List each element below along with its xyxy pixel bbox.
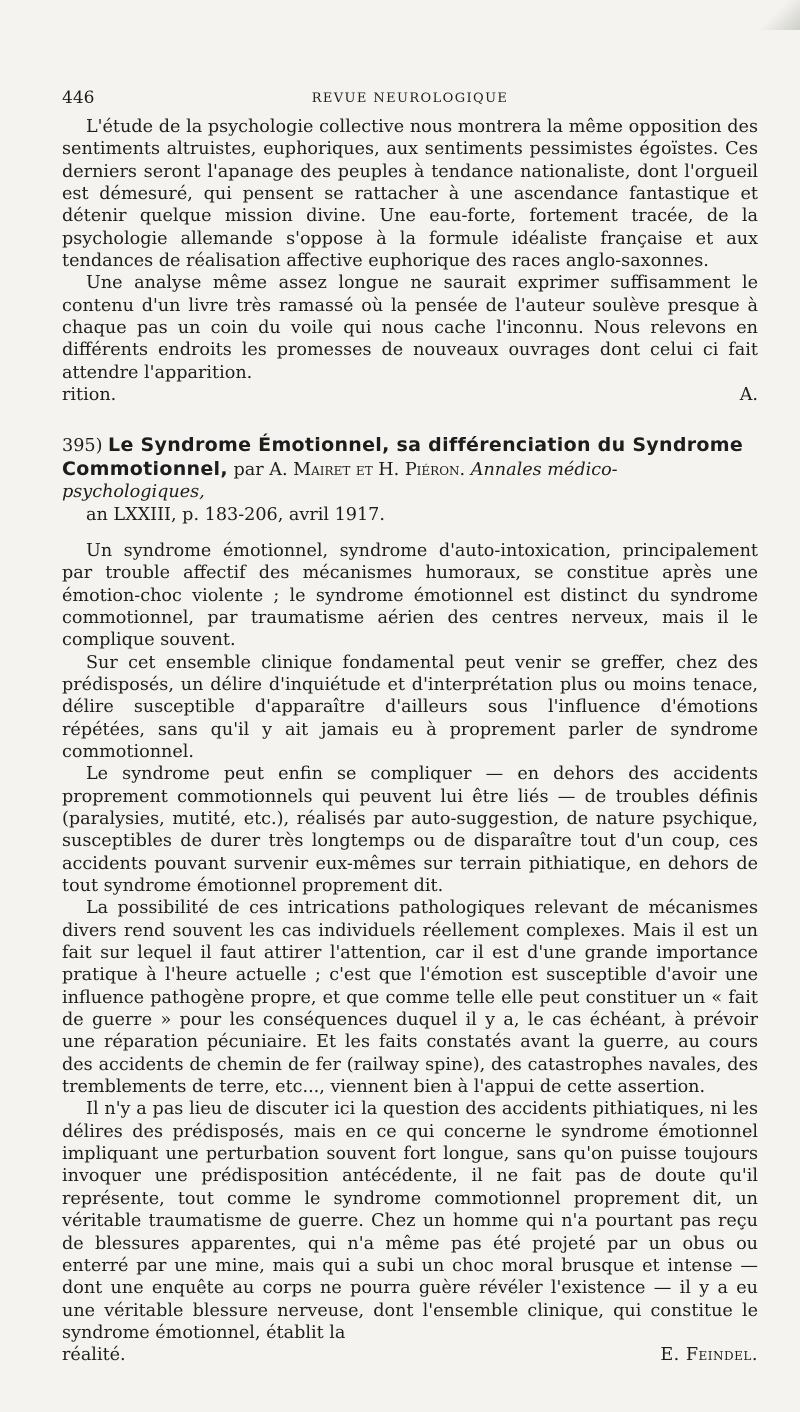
scan-edge-shadow: [760, 0, 800, 30]
intro-signature-line: [62, 384, 758, 406]
document-page: [62, 88, 758, 1367]
review-by: par: [233, 459, 264, 480]
running-title: REVUE NEUROLOGIQUE: [311, 91, 509, 106]
review-signature: E. Feindel.: [660, 1345, 758, 1366]
review-paragraph-3: Le syndrome peut enfin se compliquer — en dehors des accidents proprement commotionnels qui peuvent lui être liés — de troubles définis (paralysies, mutité, etc.), réalisés par auto-suggestion, de nature psychique, susceptibles de durer très longtemps ou de disparaître tout d'un coup, ces accidents pouvant survenir eux-mêmes sur terrain pithiatique, en dehors de tout syndrome émotionnel proprement dit.: [62, 764, 758, 896]
intro-paragraph-2: Une analyse même assez longue ne saurait exprimer suffisamment le contenu d'un livre très ramassé où la pensée de l'auteur soulève presque à chaque pas un coin du voile qui nous cache l'inconnu. Nous relevons en différents endroits les promesses de nouveaux ouvrages dont celui ci fait attendre l'apparition.: [62, 273, 758, 383]
intro-signature: A.: [739, 385, 758, 406]
page-header: [62, 88, 758, 116]
review-authors: A. Mairet et H. Piéron.: [269, 459, 466, 480]
review-last-word: réalité.: [62, 1345, 126, 1366]
intro-last-word: rition.: [62, 385, 117, 406]
intro-paragraph-1: L'étude de la psychologie collective nous montrera la même opposition des sentiments altruistes, euphoriques, aux sentiments pessimistes égoïstes. Ces derniers seront l'apanage des peuples à tendance nationaliste, dont l'orgueil est démesuré, qui pensent se rattacher à une ascendance fantastique et détenir quelque mission divine. Une eau-forte, fortement tracée, de la psychologie allemande s'oppose à la formule idéaliste française et aux tendances de réalisation affective euphorique des races anglo-saxonnes.: [62, 117, 758, 272]
review-title: Le Syndrome Émotionnel, sa différenciation du Syndrome Commotionnel,: [62, 434, 744, 480]
review-journal: Annales médico-psychologiques,: [62, 459, 618, 503]
page-number: 446: [62, 88, 95, 108]
review-citation: an LXXIII, p. 183-206, avril 1917.: [86, 504, 385, 525]
review-paragraph-2: Sur cet ensemble clinique fondamental peut venir se greffer, chez des prédisposés, un délire d'inquiétude et d'interprétation plus ou moins tenace, délire susceptible d'apparaître d'ailleurs sous l'influence d'émotions répétées, sans qu'il y ait jamais eu à proprement parler de syndrome commotionnel.: [62, 652, 758, 762]
review-heading: [62, 434, 758, 525]
review-paragraph-1: Un syndrome émotionnel, syndrome d'auto-intoxication, principalement par trouble affectif des mécanismes humoraux, se constitue après une émotion-choc violente ; le syndrome émotionnel est distinct du syndrome commotionnel, par traumatisme aérien des centres nerveux, mais il le complique souvent.: [62, 540, 758, 651]
review-paragraph-5: Il n'y a pas lieu de discuter ici la question des accidents pithiatiques, ni les délires des prédisposés, mais en ce qui concerne le syndrome émotionnel impliquant une perturbation souvent fort longue, sans qu'on puisse toujours invoquer une prédisposition antécédente, il ne fait pas de doute qu'il représente, tout comme le syndrome commotionnel proprement dit, un véritable traumatisme de guerre. Chez un homme qui n'a pourtant pas reçu de blessures apparentes, qui n'a même pas été projeté par un obus ou enterré par une mine, mais qui a subi un choc moral brusque et intense — dont une enquête au corps ne pourra guère révéler l'existence — il y a eu une véritable blessure nerveuse, dont l'ensemble clinique, qui constitue le syndrome émotionnel, établit la: [62, 1099, 758, 1343]
review-signature-line: [62, 1344, 758, 1366]
review-paragraph-4: La possibilité de ces intrications pathologiques relevant de mécanismes divers rend souvent les cas individuels réellement complexes. Mais il est un fait sur lequel il faut attirer l'attention, car il est d'une grande importance pratique à l'heure actuelle ; c'est que l'émotion est susceptible d'avoir une influence pathogène propre, et que comme telle elle peut constituer un « fait de guerre » pour les conséquences duquel il y a, le cas échéant, à prévoir une réparation pécuniaire. Et les faits constatés avant la guerre, au cours des accidents de chemin de fer (railway spine), des catastrophes navales, des tremblements de terre, etc..., viennent bien à l'appui de cette assertion.: [62, 898, 758, 1098]
review-number: 395): [62, 436, 103, 457]
